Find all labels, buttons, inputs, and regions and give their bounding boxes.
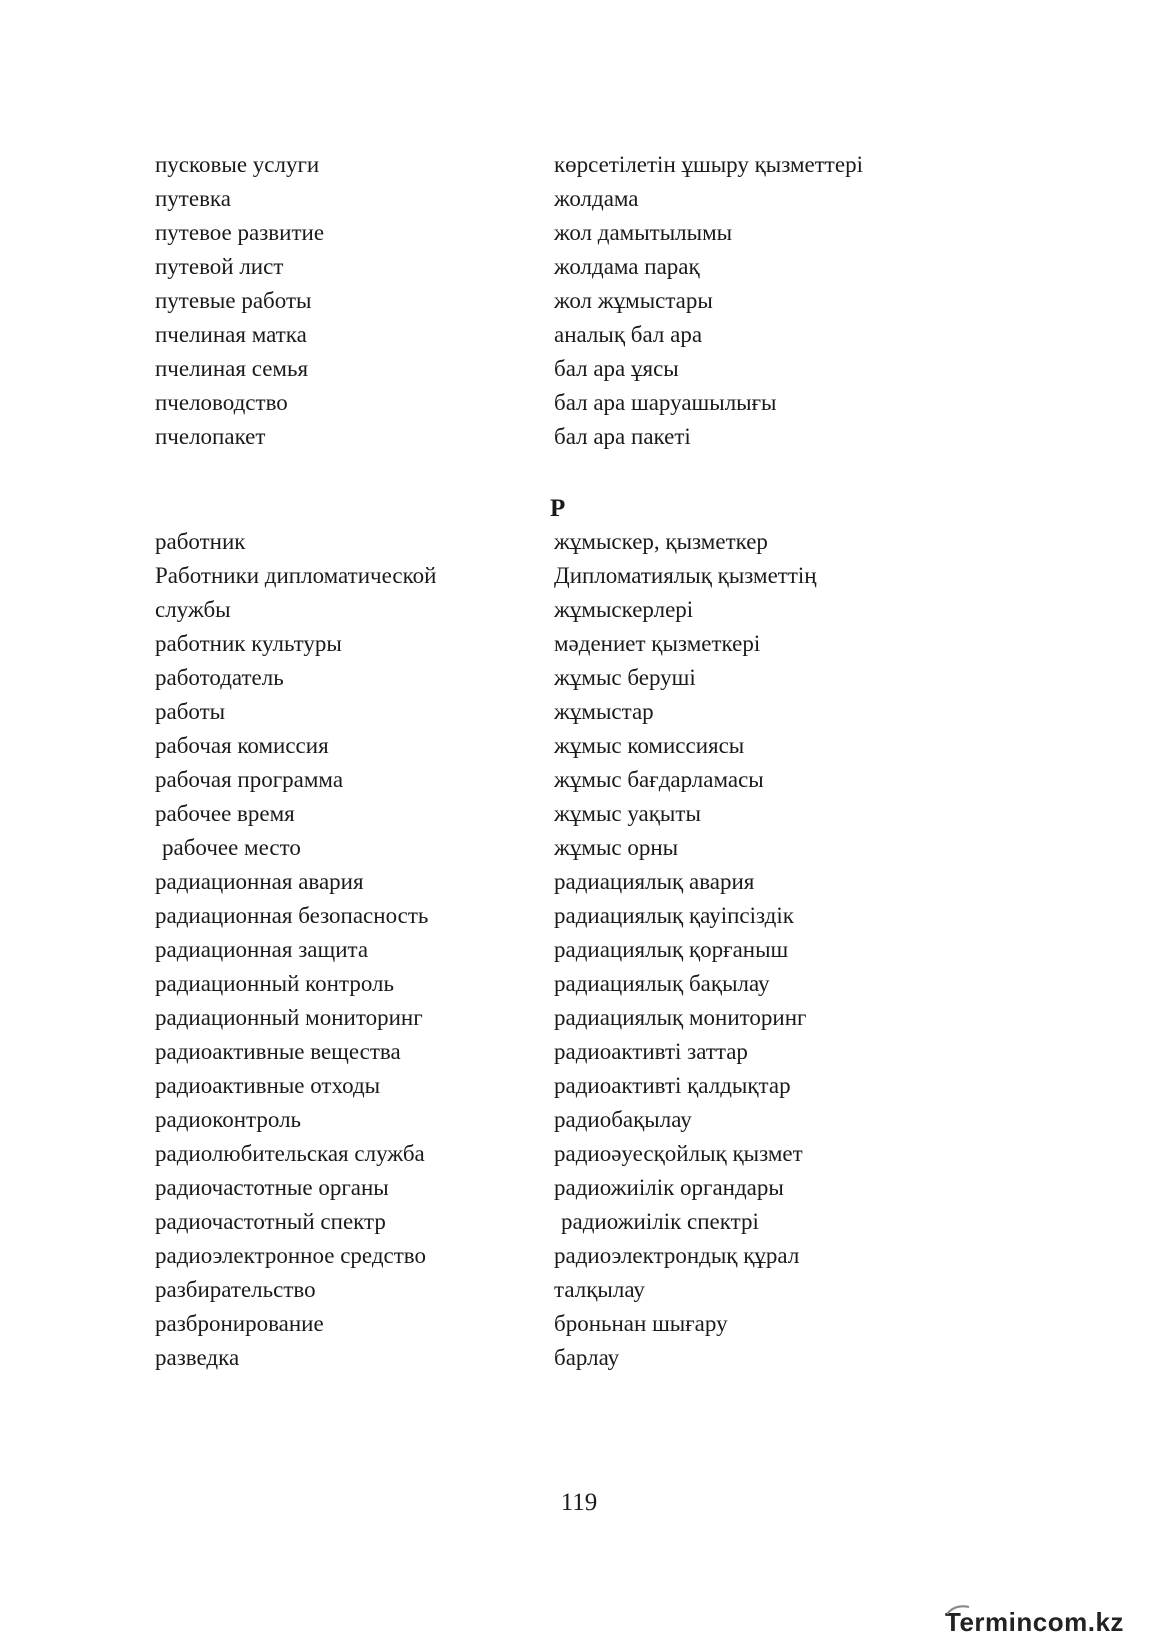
glossary-row — [0, 797, 1158, 831]
glossary-row — [0, 352, 1158, 386]
russian-term: разбирательство — [155, 1277, 316, 1302]
kazakh-term: радиоактивті қалдықтар — [554, 1073, 791, 1098]
glossary-row — [0, 216, 1158, 250]
watermark-logo — [945, 1606, 1124, 1638]
russian-term: радиочастотные органы — [155, 1175, 389, 1200]
section-letter-heading: Р — [550, 495, 566, 522]
glossary-row — [0, 1307, 1158, 1341]
russian-term: путевой лист — [155, 254, 284, 279]
russian-term: радиоэлектронное средство — [155, 1243, 426, 1268]
glossary-row — [0, 148, 1158, 182]
kazakh-term: көрсетілетін ұшыру қызметтері — [554, 152, 863, 177]
kazakh-term: радиоәуесқойлық қызмет — [554, 1141, 803, 1166]
kazakh-term: радиожиілік спектрі — [561, 1209, 759, 1234]
russian-term: пчелиная матка — [155, 322, 307, 347]
kazakh-term: радиациялық қорғаныш — [554, 937, 789, 962]
glossary-row — [0, 250, 1158, 284]
glossary-row — [0, 420, 1158, 454]
kazakh-term: жолдама парақ — [554, 254, 700, 279]
kazakh-term: радиоэлектрондық құрал — [554, 1243, 800, 1268]
glossary-row — [0, 1103, 1158, 1137]
kazakh-term: радиациялық қауіпсіздік — [554, 903, 794, 928]
watermark-text: Termincom.kz — [945, 1607, 1124, 1637]
russian-term: радиационная безопасность — [155, 903, 429, 928]
glossary-row — [0, 1239, 1158, 1273]
glossary-row — [0, 1171, 1158, 1205]
glossary-row — [0, 831, 1158, 865]
russian-term: путевка — [155, 186, 231, 211]
russian-term: путевые работы — [155, 288, 312, 313]
glossary-row — [0, 899, 1158, 933]
kazakh-term: броньнан шығару — [554, 1311, 728, 1336]
russian-term: рабочее время — [155, 801, 295, 826]
glossary-row — [0, 933, 1158, 967]
kazakh-term: жұмыскерлері — [554, 597, 694, 622]
kazakh-term: жұмыс бағдарламасы — [554, 767, 764, 792]
kazakh-term: радиобақылау — [554, 1107, 692, 1132]
kazakh-term: жұмыстар — [554, 699, 654, 724]
russian-term: разбронирование — [155, 1311, 324, 1336]
glossary-row — [0, 763, 1158, 797]
kazakh-term: бал ара ұясы — [554, 356, 679, 381]
russian-term: рабочая комиссия — [155, 733, 329, 758]
kazakh-term: жұмыс орны — [554, 835, 679, 860]
kazakh-term: радиациялық мониторинг — [554, 1005, 807, 1030]
page-number: 119 — [560, 1489, 598, 1516]
russian-term: радиационная защита — [155, 937, 369, 962]
russian-term: радиоконтроль — [155, 1107, 302, 1132]
glossary-row — [0, 284, 1158, 318]
glossary-row — [0, 729, 1158, 763]
glossary-row — [0, 1205, 1158, 1239]
kazakh-term: жол дамытылымы — [554, 220, 733, 245]
kazakh-term: жол жұмыстары — [554, 288, 713, 313]
russian-term: пчелопакет — [155, 424, 266, 449]
glossary-row — [0, 1273, 1158, 1307]
russian-term: Работники дипломатической — [155, 563, 437, 588]
russian-term: рабочее место — [162, 835, 301, 860]
russian-term: разведка — [155, 1345, 240, 1370]
russian-term: службы — [155, 597, 231, 622]
glossary-row — [0, 182, 1158, 216]
kazakh-term: Дипломатиялық қызметтің — [554, 563, 817, 588]
russian-term: путевое развитие — [155, 220, 325, 245]
russian-term: радиочастотный спектр — [155, 1209, 386, 1234]
kazakh-term: бал ара шаруашылығы — [554, 390, 777, 415]
kazakh-term: бал ара пакеті — [554, 424, 691, 449]
russian-term: радиационный контроль — [155, 971, 394, 996]
kazakh-term: жұмыс беруші — [554, 665, 696, 690]
glossary-row — [0, 1069, 1158, 1103]
swoosh-icon — [945, 1604, 971, 1618]
glossary-row — [0, 967, 1158, 1001]
russian-term: работодатель — [155, 665, 284, 690]
glossary-row — [0, 318, 1158, 352]
russian-term: радиоактивные отходы — [155, 1073, 381, 1098]
kazakh-term: жұмыс комиссиясы — [554, 733, 745, 758]
kazakh-term: жұмыс уақыты — [554, 801, 701, 826]
glossary-row — [0, 593, 1158, 627]
kazakh-term: радиожиілік органдары — [554, 1175, 784, 1200]
russian-term: радиоактивные вещества — [155, 1039, 401, 1064]
russian-term: радиационный мониторинг — [155, 1005, 423, 1030]
russian-term: рабочая программа — [155, 767, 344, 792]
glossary-row — [0, 1001, 1158, 1035]
kazakh-term: радиоактивті заттар — [554, 1039, 748, 1064]
russian-term: работник культуры — [155, 631, 342, 656]
glossary-row — [0, 661, 1158, 695]
glossary-row — [0, 865, 1158, 899]
glossary-row — [0, 559, 1158, 593]
kazakh-term: аналық бал ара — [554, 322, 703, 347]
kazakh-term: радиациялық авария — [554, 869, 755, 894]
glossary-row — [0, 1341, 1158, 1375]
kazakh-term: жұмыскер, қызметкер — [554, 529, 768, 554]
russian-term: пчеловодство — [155, 390, 288, 415]
kazakh-term: жолдама — [554, 186, 639, 211]
russian-term: радиационная авария — [155, 869, 364, 894]
russian-term: пусковые услуги — [155, 152, 320, 177]
glossary-row — [0, 525, 1158, 559]
kazakh-term: барлау — [554, 1345, 620, 1370]
glossary-row — [0, 386, 1158, 420]
glossary-row — [0, 1035, 1158, 1069]
russian-term: пчелиная семья — [155, 356, 309, 381]
kazakh-term: мәдениет қызметкері — [554, 631, 761, 656]
glossary-row — [0, 695, 1158, 729]
kazakh-term: талқылау — [554, 1277, 645, 1302]
glossary-row — [0, 627, 1158, 661]
russian-term: работы — [155, 699, 226, 724]
russian-term: работник — [155, 529, 246, 554]
russian-term: радиолюбительская служба — [155, 1141, 425, 1166]
kazakh-term: радиациялық бақылау — [554, 971, 770, 996]
glossary-row — [0, 1137, 1158, 1171]
